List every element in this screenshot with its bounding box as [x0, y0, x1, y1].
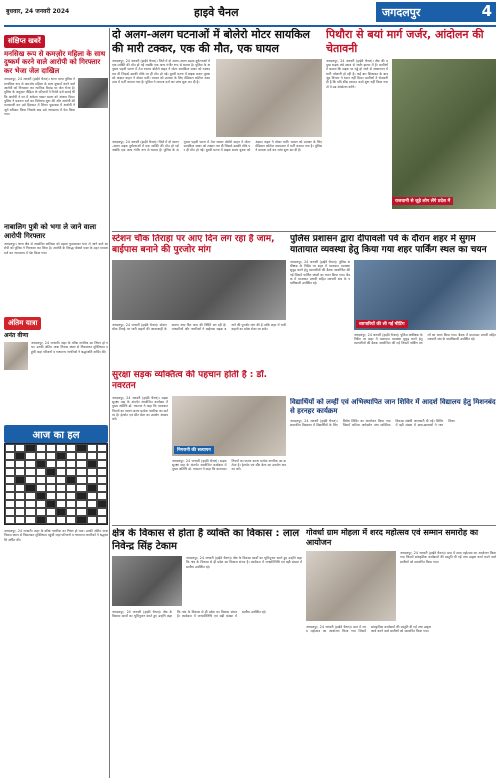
story-accident: [112, 28, 322, 228]
crossword-cell: [5, 460, 15, 468]
masthead: [4, 2, 496, 24]
story-accident-body-2: जगदलपुर, 24 जनवरी (हाईवे चैनल)। जिले में दो अलग-अलग सड़क दुर्घटनाओं में एक व्यक्ति की मौत हो गई जबकि एक अन्य गंभीर रूप से घायल है। पुलिस के अनुसार पहली घटना में तेज रफ्तार बोलेरो वाहन ने मोटर सायकिल सवार को टक्कर मार दी जिससे उसकी मौके पर ही मौत हो गई। दूसरी घटना में बाइक सवार युवक को अज्ञात वाहन ने ठोकर मारी। घायल को उपचार के लिए मेडिकल कॉलेज अस्पताल में भर्ती कराया गया है। पुलिस ने मामला दर्ज कर जांच शुरू कर दी है।: [112, 139, 322, 153]
crossword-cell: [46, 508, 56, 516]
crossword-cell: [87, 460, 97, 468]
row-divider-1: [112, 231, 496, 232]
crossword-cell: [15, 500, 25, 508]
crossword-cell: [56, 468, 66, 476]
crossword-cell: [46, 468, 56, 476]
crossword-cell: [87, 508, 97, 516]
crossword-cell: [87, 476, 97, 484]
city-banner: [376, 2, 496, 22]
city-name: जगदलपुर: [382, 6, 421, 19]
story-safety-photo: [172, 396, 286, 456]
crossword-cell: [25, 468, 35, 476]
crossword-cell: [66, 468, 76, 476]
crossword-cell: [15, 476, 25, 484]
story-safety-body-2: जगदलपुर, 24 जनवरी (हाईवे चैनल)। सड़क सुरक्षा माह के अंतर्गत आयोजित कार्यक्रम में मुख्य अतिथि डॉ. नवरतन ने कहा कि यातायात नियमों का पालन करना प्रत्येक नागरिक का कर्तव्य है। हेलमेट एवं सीट बेल्ट का उपयोग अवश्य करें।: [172, 458, 286, 472]
story-parking-headline: पुलिस प्रशासन द्वारा दीपावली पर्व के दौरान शहर में सुगम यातायात व्यवस्था हेतु किया गया शहर पार्किंग स्थल का चयन: [290, 234, 487, 256]
crossword-cell: [76, 476, 86, 484]
row-divider-2: [112, 525, 496, 526]
crossword-cell: [5, 508, 15, 516]
story-parking-body: जगदलपुर, 24 जनवरी (हाईवे चैनल)। पुलिस अधीक्षक के निर्देश पर शहर में यातायात व्यवस्था सुदृढ़ करने हेतु व्यापारियों की बैठक आयोजित की गई जिसमें पार्किंग स्थलों का चयन किया गया। बैठक में यातायात प्रभारी सहित व्यापारी संघ के पदाधिकारी उपस्थित रहे।: [290, 259, 350, 286]
crossword-cell: [87, 484, 97, 492]
crossword-cell: [25, 452, 35, 460]
crossword-cell: [76, 492, 86, 500]
story-road: [326, 28, 496, 228]
crossword-cell: [66, 500, 76, 508]
story-festival: [306, 528, 496, 778]
crossword-cell: [66, 484, 76, 492]
crossword-cell: [36, 508, 46, 516]
section-title: हाइवे चैनल: [194, 6, 239, 19]
crossword-cell: [76, 516, 86, 524]
crossword-cell: [66, 516, 76, 524]
story-jam-body: जगदलपुर, 24 जनवरी (हाईवे चैनल)। स्टेशन चौक तिराहे पर भारी वाहनों की आवाजाही के कारण आए दिन जाम की स्थिति बन रही है। व्यापारियों और नागरिकों ने बाईपास सड़क बनाने की पुरजोर मांग की है ताकि शहर में भारी वाहनों का प्रवेश रोका जा सके।: [112, 322, 286, 331]
crossword-cell: [15, 444, 25, 452]
story-students: [290, 398, 496, 522]
crossword-cell: [76, 508, 86, 516]
crossword-cell: [56, 492, 66, 500]
story-festival-body: जगदलपुर, 24 जनवरी (हाईवे चैनल)। ग्राम में शरद महोत्सव का आयोजन किया गया जिसमें सांस्कृतिक कार्यक्रमों की प्रस्तुति दी गई तथा उत्कृष्ट कार्य करने वाले ग्रामीणों को सम्मानित किया गया।: [400, 551, 496, 564]
brief-news-body-2: जगदलपुर। थाना क्षेत्र से नाबालिग बालिका को बहला फुसलाकर भगा ले जाने वाले आरोपी को पुलिस ने गिरफ्तार कर लिया है। आरोपी के विरुद्ध पॉक्सो एक्ट के तहत मामला दर्ज कर न्यायालय में पेश किया गया।: [4, 241, 108, 255]
crossword-cell: [46, 452, 56, 460]
crossword-cell: [36, 500, 46, 508]
crossword-cell: [36, 444, 46, 452]
crossword-cell: [36, 476, 46, 484]
brief-photo: [78, 78, 108, 108]
crossword-cell: [46, 492, 56, 500]
crossword-cell: [76, 460, 86, 468]
crossword-cell: [36, 492, 46, 500]
crossword-cell: [56, 460, 66, 468]
story-safety-caption: निगरानी की सत्यापन: [174, 446, 214, 454]
crossword-cell: [97, 492, 107, 500]
crossword-cell: [56, 516, 66, 524]
crossword-cell: [36, 468, 46, 476]
story-safety-headline: सुरक्षा सड़क व्यक्तित्व की पहचान होती है : डॉ. नवरतन: [112, 370, 268, 392]
crossword-cell: [25, 516, 35, 524]
crossword-cell: [46, 444, 56, 452]
crossword-cell: [36, 516, 46, 524]
crossword-cell: [15, 460, 25, 468]
crossword-cell: [76, 484, 86, 492]
obituary-photo: [4, 342, 28, 370]
crossword-cell: [15, 516, 25, 524]
obituary-headline: अनंत वीणा: [4, 331, 29, 339]
crossword-cell: [25, 492, 35, 500]
story-safety-body: जगदलपुर, 24 जनवरी (हाईवे चैनल)। सड़क सुरक्षा माह के अंतर्गत आयोजित कार्यक्रम में मुख्य अतिथि डॉ. नवरतन ने कहा कि यातायात नियमों का पालन करना प्रत्येक नागरिक का कर्तव्य है। हेलमेट एवं सीट बेल्ट का उपयोग अवश्य करें।: [112, 395, 168, 422]
crossword-cell: [87, 452, 97, 460]
crossword-cell: [25, 508, 35, 516]
masthead-rule: [4, 25, 496, 27]
story-development-headline: क्षेत्र के विकास से होता है व्यक्ति का विकास : लाल निवेन्द्र सिंह टेकाम: [112, 528, 300, 552]
crossword-cell: [36, 484, 46, 492]
crossword-cell: [15, 492, 25, 500]
story-development-photo: [112, 556, 182, 606]
crossword-cell: [56, 452, 66, 460]
crossword-cell: [87, 468, 97, 476]
story-safety: [112, 370, 286, 522]
crossword-cell: [97, 484, 107, 492]
main-area: [112, 28, 496, 778]
story-parking: [290, 234, 496, 394]
story-festival-photo: [306, 551, 396, 621]
crossword-cell: [87, 492, 97, 500]
crossword-cell: [46, 476, 56, 484]
crossword-cell: [25, 500, 35, 508]
crossword-cell: [46, 484, 56, 492]
crossword-cell: [76, 452, 86, 460]
story-parking-caption: व्यापारियों की ली गई मीटिंग: [356, 320, 408, 328]
story-accident-body: जगदलपुर, 24 जनवरी (हाईवे चैनल)। जिले में दो अलग-अलग सड़क दुर्घटनाओं में एक व्यक्ति की मौत हो गई जबकि एक अन्य गंभीर रूप से घायल है। पुलिस के अनुसार पहली घटना में तेज रफ्तार बोलेरो वाहन ने मोटर सायकिल सवार को टक्कर मार दी जिससे उसकी मौके पर ही मौत हो गई। दूसरी घटना में बाइक सवार युवक को अज्ञात वाहन ने ठोकर मारी। घायल को उपचार के लिए मेडिकल कॉलेज अस्पताल में भर्ती कराया गया है। पुलिस ने मामला दर्ज कर जांच शुरू कर दी है।: [112, 58, 210, 85]
story-accident-headline: दो अलग-अलग घटनाओं में बोलेरो मोटर सायकिल की मारी टक्कर, एक की मौत, एक घायल: [112, 28, 310, 55]
crossword-cell: [76, 500, 86, 508]
crossword-cell: [15, 468, 25, 476]
crossword-cell: [46, 516, 56, 524]
brief-news-body: जगदलपुर, 24 जनवरी (हाईवे चैनल)। थाना परपा पुलिस ने मानसिक रूप से कमज़ोर महिला के साथ दुष्कर्म करने वाले आरोपी को गिरफ्तार कर न्यायिक रिमांड पर जेल भेजा है। पुलिस के अनुसार पीड़िता के परिजनों ने रिपोर्ट दर्ज कराई थी कि आरोपी ने घर में अकेला पाकर घटना को अंजाम दिया। पुलिस ने प्रकरण दर्ज कर विवेचना शुरू की और आरोपी की पतासाजी कर उसे हिरासत में लिया। पूछताछ में आरोपी ने जुर्म स्वीकार किया जिसके बाद उसे न्यायालय में पेश किया गया।: [4, 77, 75, 116]
crossword-cell: [25, 460, 35, 468]
crossword-cell: [5, 484, 15, 492]
story-jam-headline: स्टेशन चौक तिराहा पर आए दिन लग रहा है जाम, बाईपास बनाने की पुरजोर मांग: [112, 234, 275, 256]
puzzle-clues: जगदलपुर, 24 जनवरी। शहर के वरिष्ठ नागरिक का निधन हो गया। उनकी अंतिम यात्रा निवास स्थान से निकलकर मुक्तिधाम पहुंची जहां परिजनों व गणमान्य नागरिकों ने श्रद्धांजलि अर्पित की।: [4, 529, 108, 542]
story-festival-headline: गोवर्धा ग्राम मोहला में शरद महोत्सव एवं सम्मान समारोह का आयोजन: [306, 528, 479, 547]
crossword-cell: [56, 476, 66, 484]
crossword-cell: [97, 500, 107, 508]
column-divider: [109, 28, 110, 778]
story-festival-body-2: जगदलपुर, 24 जनवरी (हाईवे चैनल)। ग्राम में शरद महोत्सव का आयोजन किया गया जिसमें सांस्कृतिक कार्यक्रमों की प्रस्तुति दी गई तथा उत्कृष्ट कार्य करने वाले ग्रामीणों को सम्मानित किया गया।: [306, 625, 431, 634]
story-road-body: जगदलपुर, 24 जनवरी (हाईवे चैनल)। क्षेत्र की प्रमुख सड़क लंबे समय से जर्जर हालत में है। ग्रामीणों ने बताया कि सड़क पर गड्ढे हो जाने से आवागमन में भारी परेशानी हो रही है। कई बार शिकायत के बावजूद विभाग ने ध्यान नहीं दिया। ग्रामीणों ने चेतावनी दी है कि यदि शीघ्र मरम्मत कार्य शुरू नहीं किया गया तो वे उग्र आंदोलन करेंगे।: [326, 58, 388, 89]
crossword-cell: [76, 444, 86, 452]
left-column: [4, 28, 108, 778]
story-jam: [112, 234, 286, 366]
crossword-cell: [56, 444, 66, 452]
story-development-body-2: जगदलपुर, 24 जनवरी (हाईवे चैनल)। क्षेत्र के विकास कार्यों का भूमिपूजन करते हुए उन्होंने कहा कि गांव के विकास से ही प्रदेश का विकास संभव है। कार्यक्रम में जनप्रतिनिधि एवं बड़ी संख्या में ग्रामीण उपस्थित रहे।: [112, 610, 267, 619]
story-development-body: जगदलपुर, 24 जनवरी (हाईवे चैनल)। क्षेत्र के विकास कार्यों का भूमिपूजन करते हुए उन्होंने कहा कि गांव के विकास से ही प्रदेश का विकास संभव है। कार्यक्रम में जनप्रतिनिधि एवं बड़ी संख्या में ग्रामीण उपस्थित रहे।: [186, 556, 302, 569]
story-parking-photo: [354, 260, 496, 330]
story-development: [112, 528, 302, 778]
story-jam-photo: [112, 260, 286, 320]
story-students-body: जगदलपुर, 24 जनवरी (हाईवे चैनल)। शासकीय विद्यालय में विद्यार्थियों के लिए विशेष शिविर का आयोजन किया गया जिसमें करियर मार्गदर्शन तथा व्यक्तित्व विकास संबंधी जानकारी दी गई। शिविर में बड़ी संख्या में छात्र-छात्राओं ने भाग लिया।: [290, 418, 456, 427]
crossword-cell: [97, 444, 107, 452]
crossword-cell: [5, 444, 15, 452]
crossword-cell: [5, 452, 15, 460]
crossword-cell: [5, 516, 15, 524]
crossword-cell: [87, 516, 97, 524]
crossword-cell: [97, 460, 107, 468]
crossword-cell: [56, 484, 66, 492]
page-number: 4: [481, 2, 492, 20]
crossword-cell: [66, 452, 76, 460]
brief-news-headline: मनसिख रूप से कमज़ोर महिला के साथ दुष्कर्म करने वाले आरोपी को गिरफ्तार कर भेजा जेल दाखिल: [4, 50, 106, 75]
brief-news-subhead: नाबालिग पुत्री को भगा ले जाने वाला आरोपी गिरफ्तार: [4, 223, 97, 240]
crossword-cell: [56, 500, 66, 508]
crossword-cell: [25, 476, 35, 484]
crossword-cell: [87, 500, 97, 508]
crossword-cell: [66, 492, 76, 500]
crossword-cell: [97, 476, 107, 484]
crossword-cell: [5, 492, 15, 500]
issue-date: बुधवार, 24 जनवरी 2024: [6, 8, 70, 15]
crossword-cell: [36, 452, 46, 460]
crossword-cell: [66, 476, 76, 484]
story-road-photo: [392, 59, 496, 209]
crossword-cell: [5, 500, 15, 508]
crossword-cell: [15, 452, 25, 460]
crossword-cell: [66, 508, 76, 516]
story-students-headline: विद्यार्थियों को लम्हीं एवं अभिस्थापित जान शिविर में आदर्श विद्यालय हेतु मिशनबंद से हरनहर कार्यक्रम: [290, 398, 496, 415]
crossword-cell: [87, 444, 97, 452]
crossword-cell: [15, 508, 25, 516]
crossword-grid: [4, 443, 108, 525]
crossword-cell: [46, 460, 56, 468]
story-accident-photo: [216, 59, 322, 137]
puzzle-title: आज का हल: [4, 425, 108, 443]
crossword-cell: [97, 452, 107, 460]
story-road-headline: पिथौरा से बयां मार्ग जर्जर, आंदोलन की चेतावनी: [326, 28, 484, 55]
crossword-cell: [66, 444, 76, 452]
crossword-cell: [97, 508, 107, 516]
crossword-cell: [5, 476, 15, 484]
story-parking-body-2: जगदलपुर, 24 जनवरी (हाईवे चैनल)। पुलिस अधीक्षक के निर्देश पर शहर में यातायात व्यवस्था सुदृढ़ करने हेतु व्यापारियों की बैठक आयोजित की गई जिसमें पार्किंग स्थलों का चयन किया गया। बैठक में यातायात प्रभारी सहित व्यापारी संघ के पदाधिकारी उपस्थित रहे।: [354, 332, 496, 346]
brief-news-title: संक्षिप्त खबरें: [4, 35, 45, 48]
crossword-cell: [56, 508, 66, 516]
obituary-body: जगदलपुर, 24 जनवरी। शहर के वरिष्ठ नागरिक का निधन हो गया। उनकी अंतिम यात्रा निवास स्थान से निकलकर मुक्तिधाम पहुंची जहां परिजनों व गणमान्य नागरिकों ने श्रद्धांजलि अर्पित की।: [31, 341, 108, 354]
crossword-cell: [25, 484, 35, 492]
obituary-title: अंतिम यात्रा: [4, 317, 41, 330]
crossword-cell: [76, 468, 86, 476]
crossword-cell: [36, 460, 46, 468]
crossword-cell: [66, 460, 76, 468]
crossword-cell: [5, 468, 15, 476]
crossword-cell: [25, 444, 35, 452]
crossword-cell: [15, 484, 25, 492]
crossword-cell: [46, 500, 56, 508]
story-road-caption: राजधानी से जुड़े लोग लेंगे प्रदेश में: [392, 197, 453, 205]
crossword-cell: [97, 516, 107, 524]
crossword-cell: [97, 468, 107, 476]
